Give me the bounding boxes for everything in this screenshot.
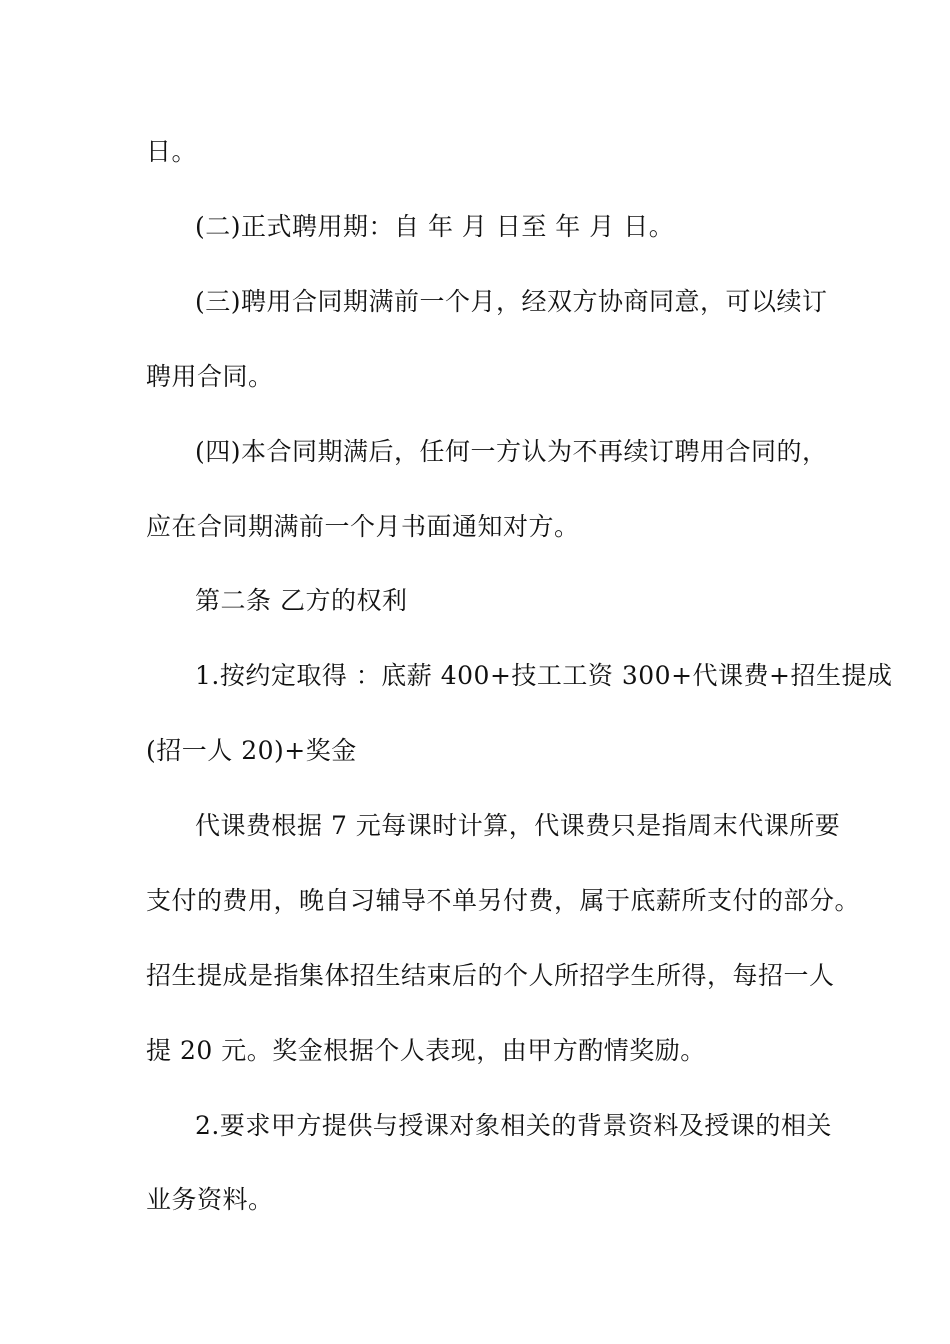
text-line: 应在合同期满前一个月书面通知对方。 bbox=[146, 512, 580, 541]
text-line: 2.要求甲方提供与授课对象相关的背景资料及授课的相关 bbox=[195, 1111, 832, 1140]
text-line: 提 20 元。奖金根据个人表现，由甲方酌情奖励。 bbox=[146, 1036, 706, 1065]
text-line: 日。 bbox=[146, 137, 198, 166]
text-line: 业务资料。 bbox=[146, 1185, 274, 1214]
text-line: 支付的费用，晚自习辅导不单另付费，属于底薪所支付的部分。 bbox=[146, 886, 861, 915]
text-line: 聘用合同。 bbox=[146, 362, 274, 391]
text-line: (招一人 20)+奖金 bbox=[146, 736, 357, 765]
text-line: (四)本合同期满后，任何一方认为不再续订聘用合同的， bbox=[195, 437, 828, 466]
text-line: 招生提成是指集体招生结束后的个人所招学生所得，每招一人 bbox=[146, 961, 835, 990]
text-line: 1.按约定取得 ：底薪 400+技工工资 300+代课费+招生提成 bbox=[195, 661, 893, 690]
section-heading: 第二条 乙方的权利 bbox=[195, 586, 408, 615]
text-line: (二)正式聘用期：自 年 月 日至 年 月 日。 bbox=[195, 212, 675, 241]
text-line: 代课费根据 7 元每课时计算，代课费只是指周末代课所要 bbox=[195, 811, 841, 840]
text-line: (三)聘用合同期满前一个月，经双方协商同意，可以续订 bbox=[195, 287, 828, 316]
